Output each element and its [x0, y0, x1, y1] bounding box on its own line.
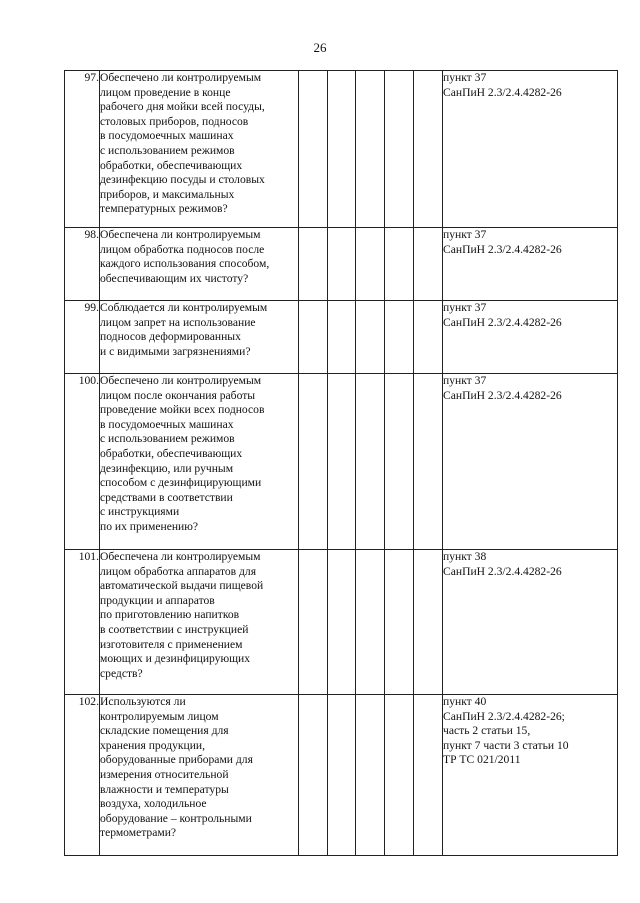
answer-cell-not-applicable	[356, 71, 385, 228]
answer-cell-yes	[299, 301, 328, 374]
row-number: 97.	[65, 71, 100, 228]
answer-cell-no	[328, 71, 356, 228]
answer-cell-not-applicable	[356, 695, 385, 856]
legal-reference: пункт 38 СанПиН 2.3/2.4.4282-26	[443, 550, 618, 695]
answer-cell-not-applicable	[356, 374, 385, 550]
note-cell	[414, 71, 443, 228]
answer-cell-extra	[385, 301, 414, 374]
page-number: 26	[313, 40, 327, 55]
answer-cell-no	[328, 228, 356, 301]
legal-reference: пункт 37 СанПиН 2.3/2.4.4282-26	[443, 228, 618, 301]
answer-cell-no	[328, 374, 356, 550]
answer-cell-not-applicable	[356, 301, 385, 374]
answer-cell-extra	[385, 71, 414, 228]
row-number: 98.	[65, 228, 100, 301]
answer-cell-extra	[385, 228, 414, 301]
note-cell	[414, 550, 443, 695]
answer-cell-yes	[299, 695, 328, 856]
legal-reference: пункт 40 СанПиН 2.3/2.4.4282-26; часть 2 статьи 15, пункт 7 части 3 статьи 10 ТР ТС 021/2011	[443, 695, 618, 856]
question-text: Соблюдается ли контролируемым лицом запрет на использование подносов деформированных и с видимыми загрязнениями?	[100, 301, 299, 374]
checklist-table	[64, 70, 618, 856]
row-number: 99.	[65, 301, 100, 374]
answer-cell-not-applicable	[356, 550, 385, 695]
table-row	[65, 550, 618, 695]
legal-reference: пункт 37 СанПиН 2.3/2.4.4282-26	[443, 301, 618, 374]
answer-cell-yes	[299, 228, 328, 301]
answer-cell-no	[328, 550, 356, 695]
answer-cell-yes	[299, 71, 328, 228]
answer-cell-yes	[299, 374, 328, 550]
table-row	[65, 228, 618, 301]
note-cell	[414, 695, 443, 856]
question-text: Обеспечено ли контролируемым лицом проведение в конце рабочего дня мойки всей посуды, столовых приборов, подносов в посудомоечных машинах с использованием режимов обработки, обеспечивающих дезинфекцию посуды и столовых приборов, и максимальных температурных режимов?	[100, 71, 299, 228]
table-row	[65, 301, 618, 374]
table-row	[65, 71, 618, 228]
question-text: Обеспечена ли контролируемым лицом обработка подносов после каждого использования способом, обеспечивающим их чистоту?	[100, 228, 299, 301]
table-row	[65, 374, 618, 550]
answer-cell-yes	[299, 550, 328, 695]
answer-cell-extra	[385, 374, 414, 550]
table-row	[65, 695, 618, 856]
note-cell	[414, 374, 443, 550]
legal-reference: пункт 37 СанПиН 2.3/2.4.4282-26	[443, 71, 618, 228]
question-text: Обеспечено ли контролируемым лицом после окончания работы проведение мойки всех подносов в посудомоечных машинах с использованием режимов обработки, обеспечивающих дезинфекцию, или ручным способом с дезинфицирующими средствами в соответствии с инструкциями по их применению?	[100, 374, 299, 550]
question-text: Используются ли контролируемым лицом складские помещения для хранения продукции, оборудованные приборами для измерения относительной влажности и температуры воздуха, холодильное оборудование – контрольными термометрами?	[100, 695, 299, 856]
answer-cell-not-applicable	[356, 228, 385, 301]
legal-reference: пункт 37 СанПиН 2.3/2.4.4282-26	[443, 374, 618, 550]
row-number: 101.	[65, 550, 100, 695]
question-text: Обеспечена ли контролируемым лицом обработка аппаратов для автоматической выдачи пищевой продукции и аппаратов по приготовлению напитков в соответствии с инструкцией изготовителя с применением моющих и дезинфицирующих средств?	[100, 550, 299, 695]
note-cell	[414, 301, 443, 374]
answer-cell-no	[328, 695, 356, 856]
row-number: 100.	[65, 374, 100, 550]
note-cell	[414, 228, 443, 301]
answer-cell-extra	[385, 550, 414, 695]
answer-cell-extra	[385, 695, 414, 856]
answer-cell-no	[328, 301, 356, 374]
row-number: 102.	[65, 695, 100, 856]
